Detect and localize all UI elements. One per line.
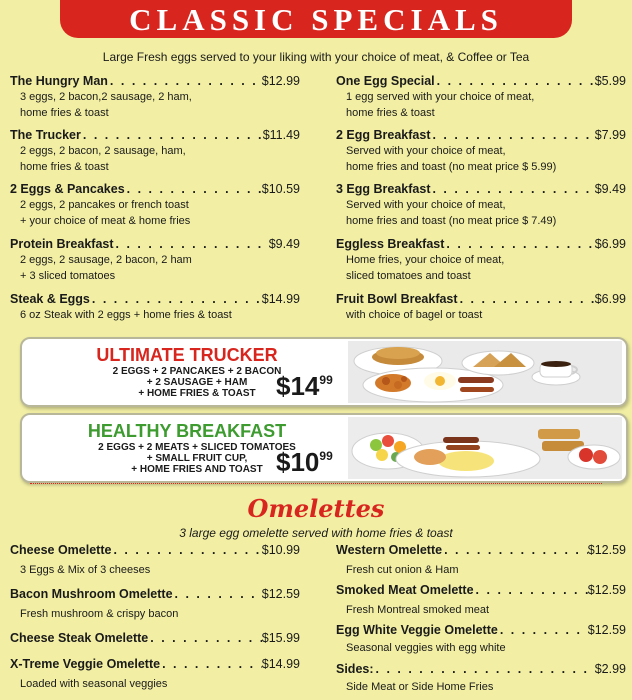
item-desc-line: Served with your choice of meat, bbox=[346, 199, 506, 211]
item-name: One Egg Special bbox=[336, 74, 435, 88]
promo-line: + HOME FRIES & TOAST bbox=[138, 388, 256, 399]
item-name: 2 Egg Breakfast bbox=[336, 128, 431, 142]
item-desc-line: Fresh mushroom & crispy bacon bbox=[20, 608, 179, 620]
item-price: $6.99 bbox=[594, 237, 626, 251]
item-price: $11.49 bbox=[262, 128, 300, 142]
menu-item bbox=[336, 182, 626, 229]
item-price: $2.99 bbox=[594, 662, 626, 676]
promo-price bbox=[276, 371, 333, 402]
promo-price-main: $10 bbox=[276, 447, 320, 477]
item-desc-line: Seasonal veggies with egg white bbox=[346, 642, 506, 654]
item-name: Cheese Omelette bbox=[10, 543, 112, 557]
menu-item bbox=[10, 128, 300, 175]
menu-item bbox=[336, 74, 626, 121]
item-name: 2 Eggs & Pancakes bbox=[10, 182, 125, 196]
item-desc-line: 2 eggs, 2 pancakes or french toast bbox=[20, 199, 189, 211]
item-desc-line: Fresh Montreal smoked meat bbox=[346, 604, 490, 616]
item-name: Sides: bbox=[336, 662, 374, 676]
item-name: 3 Egg Breakfast bbox=[336, 182, 431, 196]
food-photo bbox=[348, 417, 622, 479]
menu-item bbox=[10, 182, 300, 229]
promo-title: ULTIMATE TRUCKER bbox=[96, 345, 278, 365]
item-price: $14.99 bbox=[261, 657, 300, 671]
item-desc-line: Side Meat or Side Home Fries bbox=[346, 681, 494, 693]
menu-item bbox=[10, 657, 300, 692]
item-desc-line: home fries & toast bbox=[346, 107, 435, 119]
item-name: The Hungry Man bbox=[10, 74, 108, 88]
menu-item bbox=[10, 587, 300, 622]
promo-price-main: $14 bbox=[276, 371, 320, 401]
item-desc-line: 3 eggs, 2 bacon,2 sausage, 2 ham, bbox=[20, 91, 192, 103]
item-desc-line: Loaded with seasonal veggies bbox=[20, 678, 168, 690]
food-photo bbox=[348, 341, 622, 403]
item-price: $15.99 bbox=[261, 631, 300, 645]
item-desc-line: with choice of bagel or toast bbox=[346, 309, 483, 321]
promo-healthy-breakfast bbox=[20, 413, 628, 483]
item-desc-line: 1 egg served with your choice of meat, bbox=[346, 91, 535, 103]
item-desc-line: Home fries, your choice of meat, bbox=[346, 254, 505, 266]
menu-item bbox=[336, 623, 626, 656]
item-name: Eggless Breakfast bbox=[336, 237, 445, 251]
item-price: $9.49 bbox=[594, 182, 626, 196]
item-price: $7.99 bbox=[594, 128, 626, 142]
promo-price-cents: 99 bbox=[319, 373, 333, 387]
item-name: The Trucker bbox=[10, 128, 81, 142]
item-price: $12.59 bbox=[587, 583, 626, 597]
promo-line: + SMALL FRUIT CUP, bbox=[146, 453, 248, 464]
item-price: $5.99 bbox=[594, 74, 626, 88]
item-price: $12.59 bbox=[587, 543, 626, 557]
section-divider bbox=[30, 483, 602, 486]
item-name: Protein Breakfast bbox=[10, 237, 114, 251]
item-desc-line: home fries and toast (no meat price $ 5.99) bbox=[346, 161, 557, 173]
item-name: Smoked Meat Omelette bbox=[336, 583, 474, 597]
menu-item bbox=[10, 74, 300, 121]
item-name: Bacon Mushroom Omelette bbox=[10, 587, 173, 601]
menu-item bbox=[336, 543, 626, 578]
promo-price bbox=[276, 447, 333, 478]
item-desc-line: Fresh cut onion & Ham bbox=[346, 564, 459, 576]
item-name: Western Omelette bbox=[336, 543, 443, 557]
item-desc-line: Served with your choice of meat, bbox=[346, 145, 506, 157]
item-name: Cheese Steak Omelette bbox=[10, 631, 149, 645]
item-price: $12.59 bbox=[587, 623, 626, 637]
item-desc-line: + 3 sliced tomatoes bbox=[20, 270, 116, 282]
item-price: $12.59 bbox=[261, 587, 300, 601]
item-desc-line: 2 eggs, 2 sausage, 2 bacon, 2 ham bbox=[20, 254, 192, 266]
menu-item bbox=[336, 237, 626, 284]
promo-title: HEALTHY BREAKFAST bbox=[87, 421, 287, 441]
menu-item bbox=[336, 583, 626, 618]
item-desc-line: 2 eggs, 2 bacon, 2 sausage, ham, bbox=[20, 145, 186, 157]
menu-item bbox=[10, 543, 300, 578]
item-price: $10.99 bbox=[261, 543, 300, 557]
item-name: Fruit Bowl Breakfast bbox=[336, 292, 458, 306]
promo-line: 2 EGGS + 2 MEATS + SLICED TOMATOES bbox=[98, 442, 296, 453]
promo-ultimate-trucker bbox=[20, 337, 628, 407]
omelettes-title: Omelettes bbox=[247, 494, 385, 523]
item-price: $14.99 bbox=[261, 292, 300, 306]
item-name: Egg White Veggie Omelette bbox=[336, 623, 498, 637]
menu-item bbox=[10, 292, 300, 323]
menu-item bbox=[336, 292, 626, 323]
promo-price-cents: 99 bbox=[319, 449, 333, 463]
item-desc-line: + your choice of meat & home fries bbox=[20, 215, 191, 227]
item-price: $12.99 bbox=[261, 74, 300, 88]
intro-text: Large Fresh eggs served to your liking with your choice of meat, & Coffee or Tea bbox=[102, 50, 530, 64]
menu-item bbox=[336, 662, 626, 695]
menu-item bbox=[10, 631, 300, 646]
item-desc-line: 6 oz Steak with 2 eggs + home fries & toast bbox=[20, 309, 232, 321]
item-desc-line: 3 Eggs & Mix of 3 cheeses bbox=[20, 564, 151, 576]
promo-line: 2 EGGS + 2 PANCAKES + 2 BACON bbox=[112, 366, 282, 377]
item-name: Steak & Eggs bbox=[10, 292, 90, 306]
item-price: $10.59 bbox=[261, 182, 300, 196]
item-desc-line: home fries & toast bbox=[20, 161, 109, 173]
item-name: X-Treme Veggie Omelette bbox=[10, 657, 161, 671]
item-price: $6.99 bbox=[594, 292, 626, 306]
omelettes-subtitle: 3 large egg omelette served with home fries & toast bbox=[179, 526, 453, 540]
menu-item bbox=[10, 237, 300, 284]
item-desc-line: sliced tomatoes and toast bbox=[346, 270, 471, 282]
item-price: $9.49 bbox=[268, 237, 300, 251]
item-desc-line: home fries and toast (no meat price $ 7.49) bbox=[346, 215, 557, 227]
page-title: CLASSIC SPECIALS bbox=[60, 0, 572, 38]
item-desc-line: home fries & toast bbox=[20, 107, 109, 119]
menu-item bbox=[336, 128, 626, 175]
promo-line: + 2 SAUSAGE + HAM bbox=[146, 377, 248, 388]
promo-line: + HOME FRIES AND TOAST bbox=[131, 464, 263, 475]
